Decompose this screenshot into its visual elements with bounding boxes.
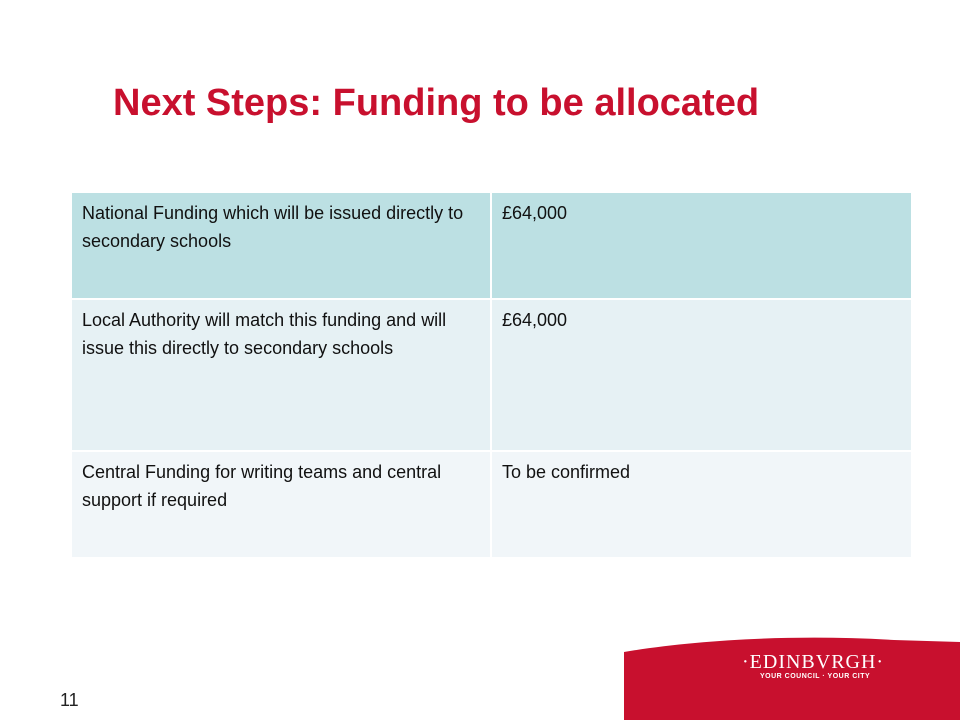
slide-title: Next Steps: Funding to be allocated	[113, 82, 760, 124]
page-number: 11	[60, 690, 79, 710]
logo-tagline: YOUR COUNCIL · YOUR CITY	[760, 673, 871, 680]
table-row	[72, 299, 911, 451]
funding-amount-cell: £64,000	[491, 193, 911, 299]
funding-description-cell: National Funding which will be issued directly to secondary schools	[72, 193, 491, 299]
funding-amount-cell: £64,000	[491, 299, 911, 451]
table-row	[72, 451, 911, 558]
table-row	[72, 193, 911, 299]
funding-table	[72, 193, 911, 559]
funding-description-cell: Local Authority will match this funding and will issue this directly to secondary schools	[72, 299, 491, 451]
edinburgh-logo: ·EDINBVRGH·	[742, 651, 885, 673]
funding-amount-cell: To be confirmed	[491, 451, 911, 558]
funding-description-cell: Central Funding for writing teams and central support if required	[72, 451, 491, 558]
